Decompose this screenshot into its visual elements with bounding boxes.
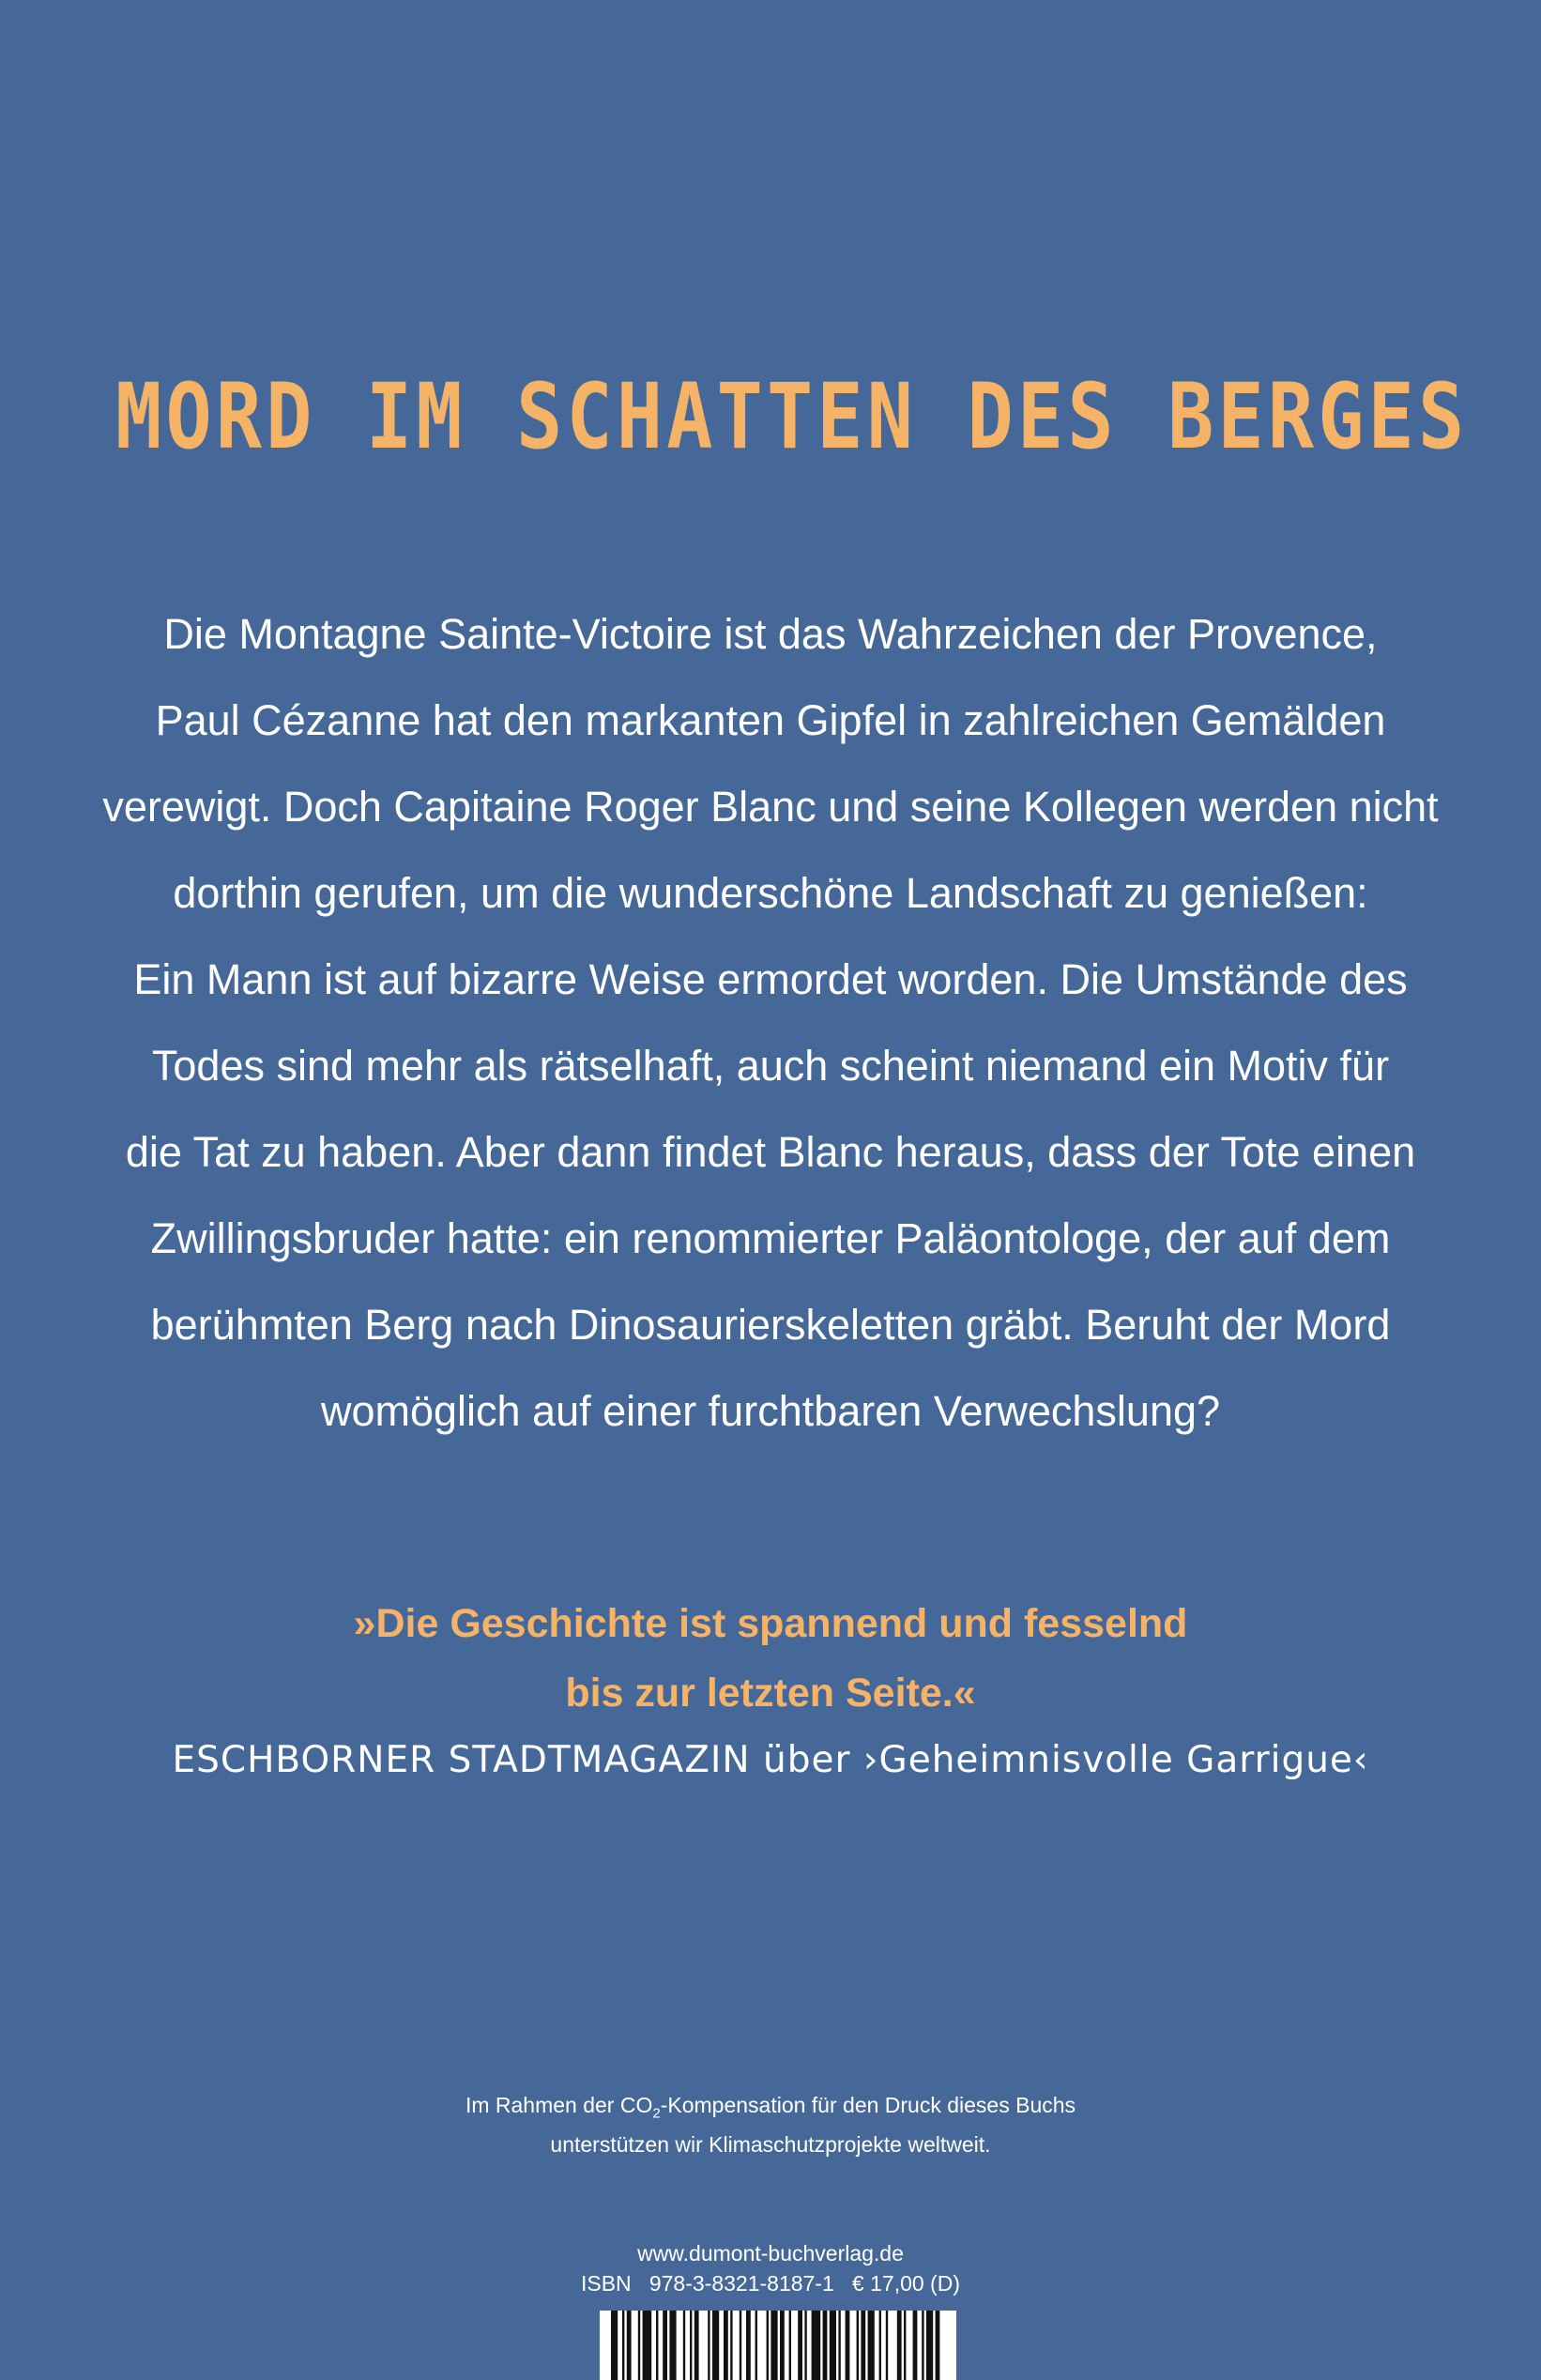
barcode-bar	[897, 2311, 902, 2380]
barcode-bar	[886, 2311, 888, 2380]
blurb-line: Ein Mann ist auf bizarre Weise ermordet worden. Die Umstände des	[133, 955, 1408, 1003]
barcode-bar	[804, 2311, 806, 2380]
co2-note	[0, 2090, 1541, 2159]
publisher-website: www.dumont-buchverlag.de	[637, 2241, 904, 2266]
barcode-bar	[798, 2311, 802, 2380]
blurb-line: Die Montagne Sainte-Victoire ist das Wahrzeichen der Provence,	[163, 610, 1378, 658]
barcode-bar	[936, 2311, 940, 2380]
barcode-bar	[643, 2311, 652, 2380]
quote-line: bis zur letzten Seite.«	[565, 1671, 976, 1716]
barcode-bar	[830, 2311, 836, 2380]
blurb-line: Todes sind mehr als rätselhaft, auch scheint niemand ein Motiv für	[151, 1042, 1390, 1090]
barcode-bar	[755, 2311, 757, 2380]
barcode-bar	[669, 2311, 676, 2380]
barcode-bar	[857, 2311, 859, 2380]
blurb-line: dorthin gerufen, um die wunderschöne Landschaft zu genießen:	[173, 869, 1368, 917]
blurb-line: Zwillingsbruder hatte: ein renommierter Paläontologe, der auf dem	[150, 1214, 1391, 1262]
barcode-bar	[663, 2311, 667, 2380]
publisher-footer	[0, 2238, 1541, 2298]
barcode-bar	[746, 2311, 751, 2380]
barcode-bar	[823, 2311, 828, 2380]
blurb-line: Paul Cézanne hat den markanten Gipfel in zahlreichen Gemälden	[155, 696, 1386, 744]
book-title: MORD IM SCHATTEN DES BERGES	[115, 364, 1469, 469]
barcode-bar	[708, 2311, 709, 2380]
press-quote	[0, 1595, 1541, 1734]
barcode-bar	[683, 2311, 685, 2380]
barcode-bar	[868, 2311, 875, 2380]
barcode-bar	[730, 2311, 732, 2380]
blurb-line: verewigt. Doch Capitaine Roger Blanc und seine Kollegen werden nicht	[102, 783, 1439, 831]
barcode-bar	[694, 2311, 699, 2380]
barcode-bar	[861, 2311, 865, 2380]
barcode-bar	[879, 2311, 881, 2380]
co2-note-text: Im Rahmen der CO	[465, 2093, 653, 2117]
barcode-bar	[740, 2311, 741, 2380]
co2-note-line-1	[0, 2090, 1541, 2129]
co2-note-line-2: unterstützen wir Klimaschutzprojekte weltweit.	[550, 2131, 991, 2157]
blurb-line: berühmten Berg nach Dinosaurierskeletten gräbt. Beruht der Mord	[150, 1301, 1391, 1349]
blurb-text	[0, 606, 1541, 1470]
barcode-bar	[712, 2311, 719, 2380]
co2-note-text: -Kompensation für den Druck dieses Buchs	[660, 2093, 1076, 2117]
barcode-bar	[638, 2311, 640, 2380]
barcode-bar	[838, 2311, 840, 2380]
barcode-bar	[913, 2311, 918, 2380]
barcode-bar	[627, 2311, 632, 2380]
barcode-bar	[926, 2311, 933, 2380]
barcode-bars	[600, 2311, 956, 2380]
barcode-bar	[767, 2311, 769, 2380]
barcode-bar	[656, 2311, 658, 2380]
blurb-line: womöglich auf einer furchtbaren Verwechslung?	[320, 1387, 1221, 1435]
barcode-bar	[812, 2311, 821, 2380]
barcode-bar	[846, 2311, 850, 2380]
barcode-bar	[622, 2311, 624, 2380]
quote-line: »Die Geschichte ist spannend und fesselnd	[353, 1601, 1188, 1646]
barcode-bar	[789, 2311, 791, 2380]
co2-subscript: 2	[652, 2105, 661, 2122]
barcode-bar	[724, 2311, 728, 2380]
barcode-bar	[780, 2311, 785, 2380]
barcode-bar	[611, 2311, 618, 2380]
barcode-bar	[922, 2311, 923, 2380]
barcode-bar	[904, 2311, 906, 2380]
quote-source: ESCHBORNER STADTMAGAZIN über ›Geheimnisvolle Garrigue‹	[172, 1739, 1369, 1781]
barcode-bar	[770, 2311, 777, 2380]
blurb-line: die Tat zu haben. Aber dann findet Blanc heraus, dass der Tote einen	[125, 1128, 1416, 1176]
isbn-price: ISBN 978-3-8321-8187-1 € 17,00 (D)	[580, 2271, 960, 2296]
barcode-bar	[690, 2311, 692, 2380]
barcode	[600, 2311, 956, 2380]
